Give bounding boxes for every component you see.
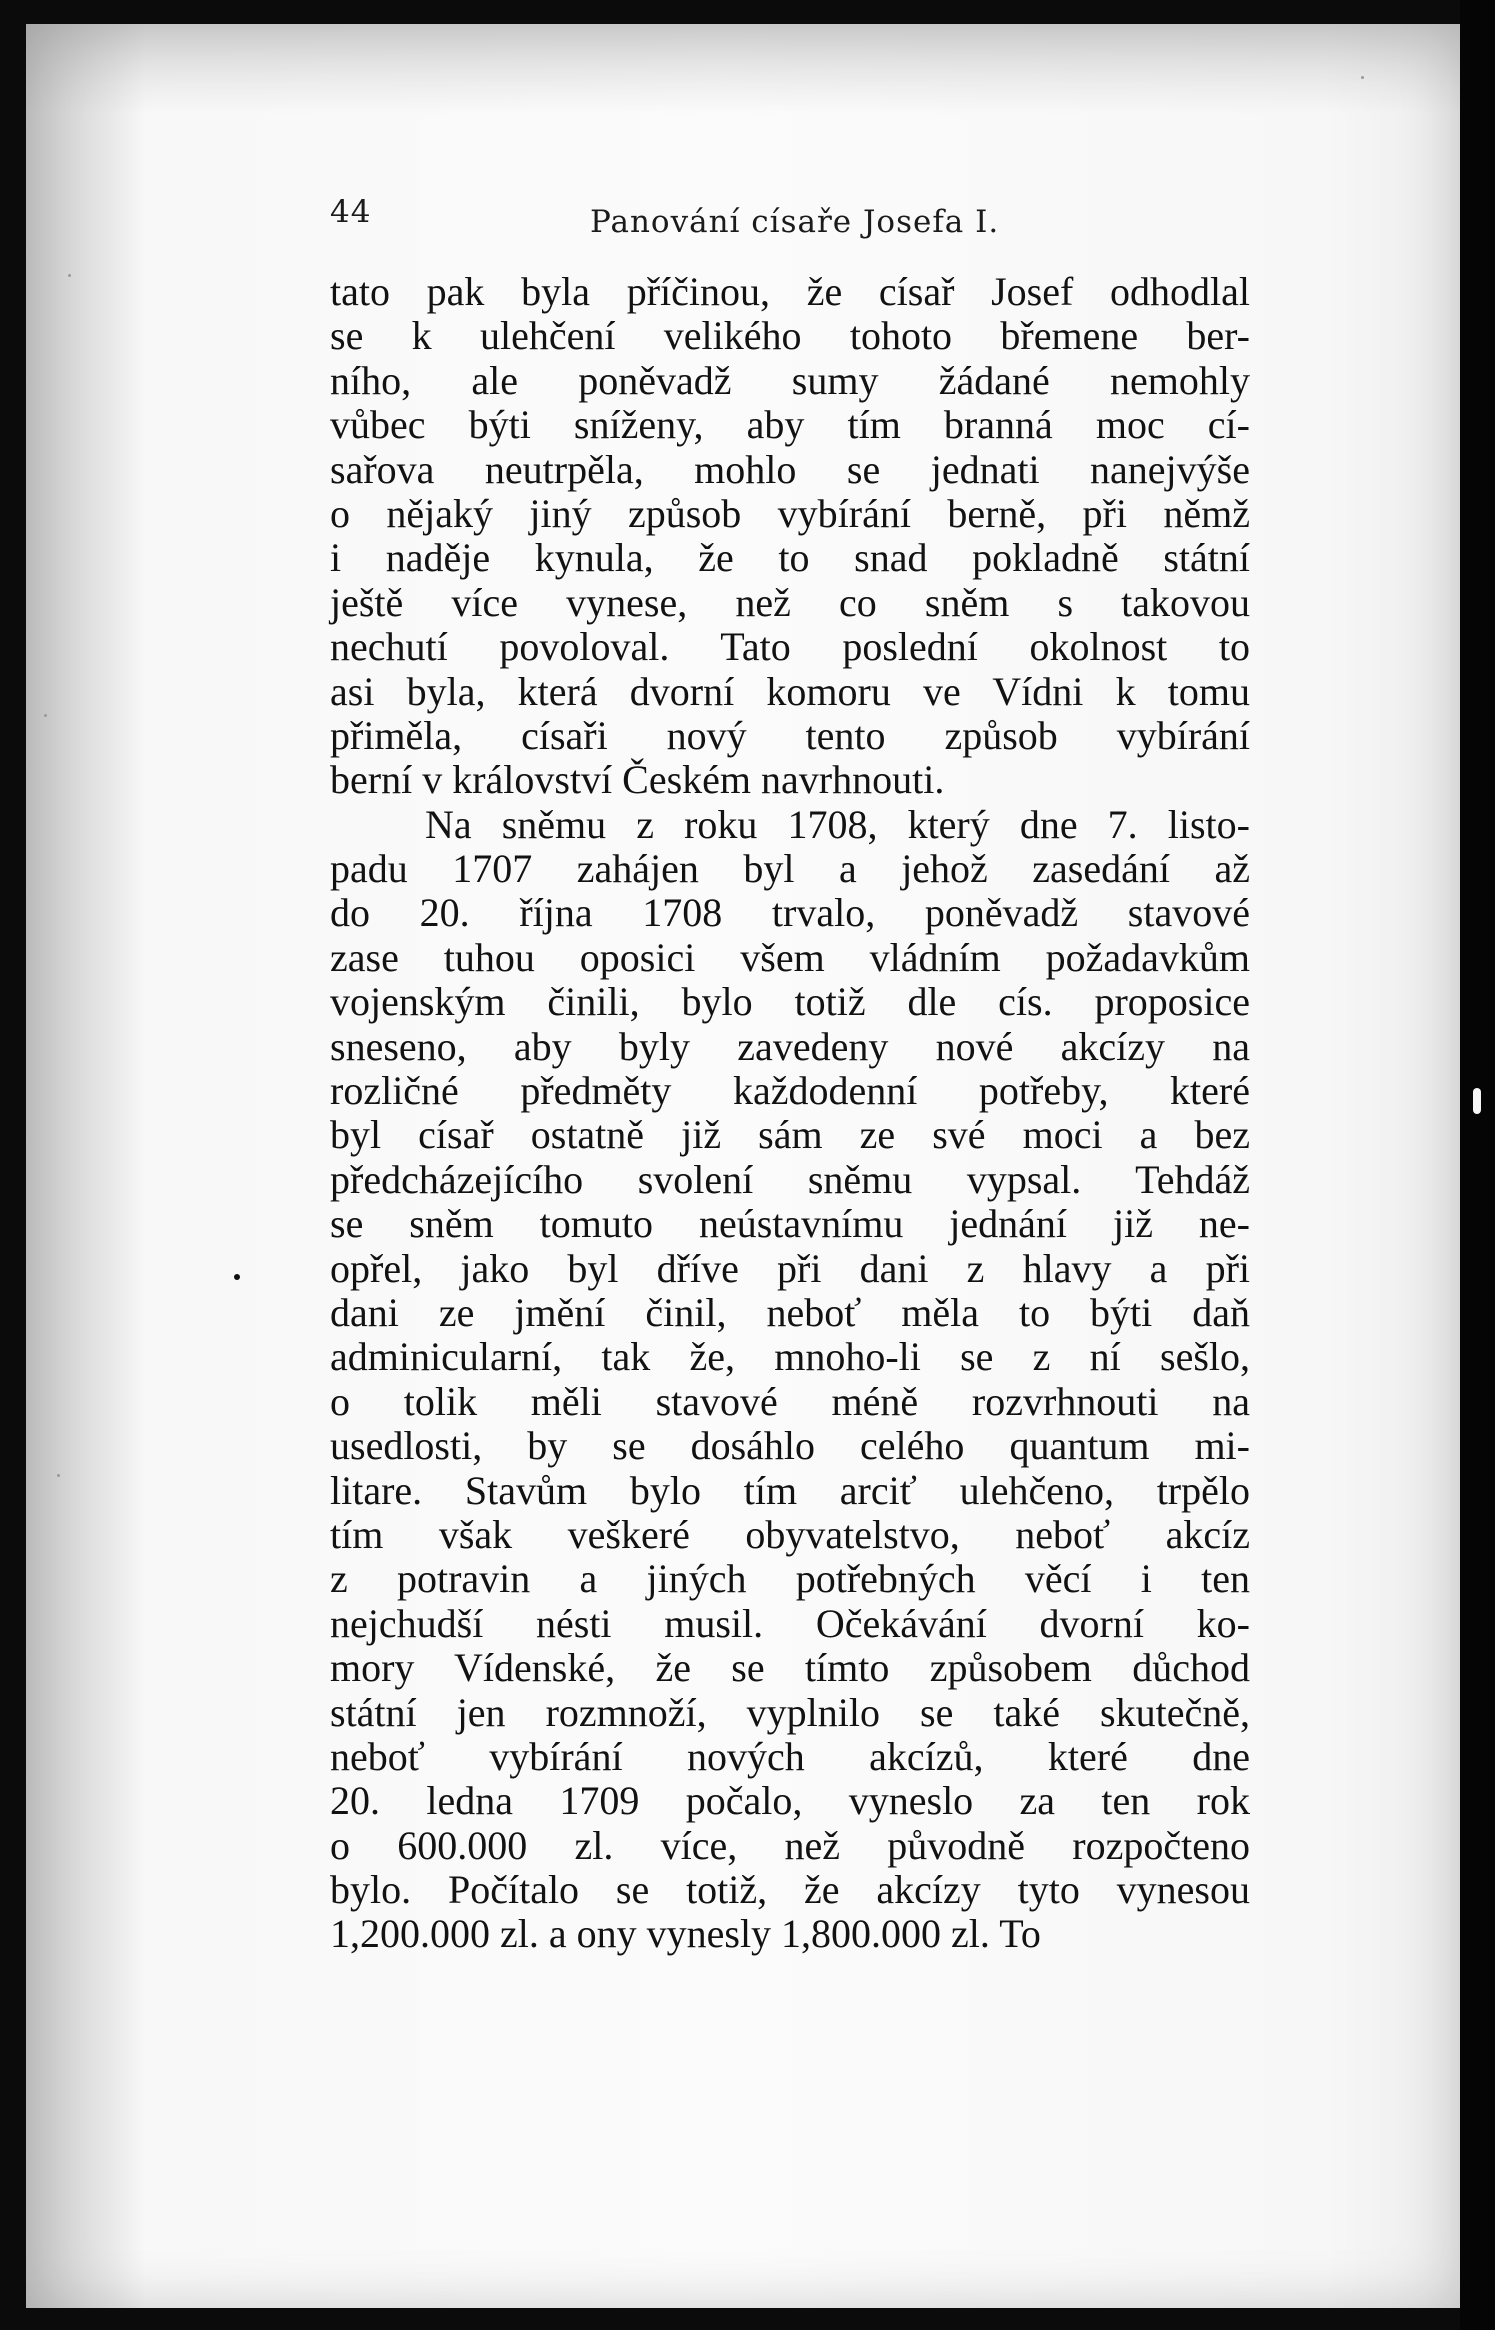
text-line: vůbec býti sníženy, aby tím branná moc cí- [330, 402, 1250, 448]
text-line: o tolik měli stavové méně rozvrhnouti na [330, 1378, 1250, 1424]
text-line: berní v království Českém navrhnouti. [330, 757, 945, 803]
text-line: nejchudší nésti musil. Očekávání dvorní ko- [330, 1600, 1250, 1646]
text-line: zase tuhou oposici všem vládním požadavkům [330, 934, 1250, 980]
text-line: i naděje kynula, že to snad pokladně státní [330, 535, 1250, 581]
text-line: tato pak byla příčinou, že císař Josef odhodlal [330, 269, 1250, 314]
paper-speck [57, 1474, 60, 1477]
page-number: 44 [330, 194, 372, 230]
margin-dot [234, 1274, 240, 1280]
text-line: Na sněmu z roku 1708, který dne 7. listo- [425, 801, 1250, 847]
text-line: mory Vídenské, že se tímto způsobem důchod [330, 1645, 1250, 1691]
text-line: do 20. října 1708 trvalo, poněvadž stavové [330, 890, 1250, 936]
text-line: státní jen rozmnoží, vyplnilo se také skutečně, [330, 1689, 1250, 1735]
text-line: se k ulehčení velikého tohoto břemene ber- [330, 313, 1250, 359]
text-line: vojenským činili, bylo totiž dle cís. proposice [330, 979, 1250, 1025]
text-line: bylo. Počítalo se totiž, že akcízy tyto vynesou [330, 1867, 1250, 1913]
scan-right-edge [1460, 0, 1495, 2330]
text-line: rozličné předměty každodenní potřeby, které [330, 1068, 1250, 1114]
text-line: o nějaký jiný způsob vybírání berně, při němž [330, 490, 1250, 536]
running-head [330, 182, 1280, 252]
text-line: sařova neutrpěla, mohlo se jednati nanejvýše [330, 446, 1250, 492]
text-line: nechutí povoloval. Tato poslední okolnost to [330, 624, 1250, 670]
text-line: z potravin a jiných potřebných věcí i ten [330, 1556, 1250, 1602]
text-line: tím však veškeré obyvatelstvo, neboť akcíz [330, 1511, 1250, 1557]
text-line: byl císař ostatně již sám ze své moci a bez [330, 1112, 1250, 1158]
text-line: opřel, jako byl dříve při dani z hlavy a při [330, 1245, 1250, 1291]
main-text [330, 270, 1250, 1990]
text-line: o 600.000 zl. více, než původně rozpočteno [330, 1822, 1250, 1868]
paper-speck [68, 274, 71, 277]
running-title: Panování císaře Josefa I. [590, 204, 1000, 240]
text-line: dani ze jmění činil, neboť měla to býti daň [330, 1289, 1250, 1335]
text-line: 1,200.000 zl. a ony vynesly 1,800.000 zl. To [330, 1911, 1041, 1957]
text-line: padu 1707 zahájen byl a jehož zasedání až [330, 846, 1250, 892]
scan-edge-mark [1473, 1088, 1481, 1114]
text-line: ještě více vynese, než co sněm s takovou [330, 579, 1250, 625]
text-line: neboť vybírání nových akcízů, které dne [330, 1733, 1250, 1779]
text-line: litare. Stavům bylo tím arciť ulehčeno, trpělo [330, 1467, 1250, 1513]
text-line: ního, ale poněvadž sumy žádané nemohly [330, 357, 1250, 403]
text-line: sneseno, aby byly zavedeny nové akcízy na [330, 1023, 1250, 1069]
text-line: adminicularní, tak že, mnoho-li se z ní sešlo, [330, 1334, 1250, 1380]
text-line: se sněm tomuto neústavnímu jednání již ne- [330, 1201, 1250, 1247]
text-line: přiměla, císaři nový tento způsob vybírání [330, 712, 1250, 758]
text-line: předcházejícího svolení sněmu vypsal. Tehdáž [330, 1156, 1250, 1202]
text-line: usedlosti, by se dosáhlo celého quantum mi- [330, 1423, 1250, 1469]
paper-speck [44, 714, 47, 717]
text-line: asi byla, která dvorní komoru ve Vídni k tomu [330, 668, 1250, 714]
text-line: 20. ledna 1709 počalo, vyneslo za ten rok [330, 1778, 1250, 1824]
paper-speck [1361, 76, 1364, 79]
